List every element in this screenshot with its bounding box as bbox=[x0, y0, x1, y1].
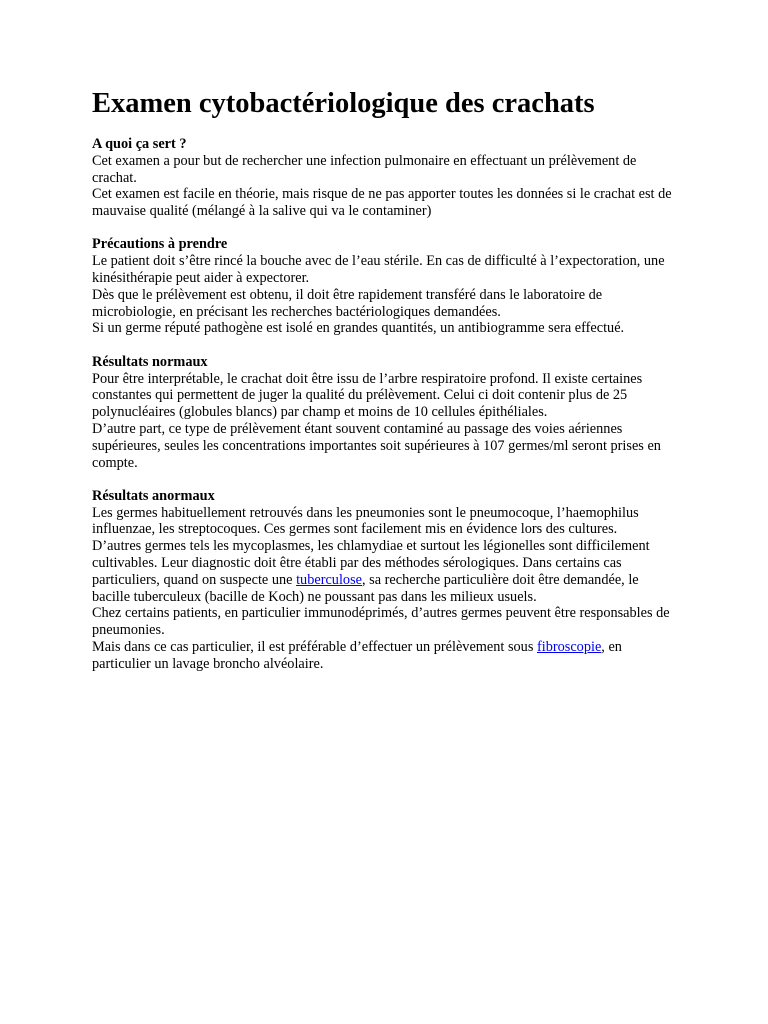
paragraph: Si un germe réputé pathogène est isolé en grandes quantités, un antibiogramme sera effectué. bbox=[92, 320, 625, 337]
paragraph: D’autre part, ce type de prélèvement étant souvent contaminé au passage des voies aériennes supérieures, seules les concentrations importantes soit supérieures à 107 germes/ml seront prises en compte. bbox=[92, 420, 661, 471]
section-heading: Précautions à prendre bbox=[92, 236, 228, 253]
section-heading: Résultats anormaux bbox=[92, 487, 215, 504]
paragraph bbox=[92, 639, 676, 673]
paragraph-text: D’autres germes tels les mycoplasmes, les chlamydiae et surtout les légionelles sont difficilement cultivables. Leur diagnostic doit être établi par des méthodes sérologiques. Dans certains cas particuliers, quand on suspecte une bbox=[92, 538, 650, 588]
section-normal-results bbox=[92, 354, 676, 472]
paragraph: Cet examen est facile en théorie, mais risque de ne pas apporter toutes les données si le crachat est de mauvaise qualité (mélangé à la salive qui va le contaminer) bbox=[92, 186, 672, 220]
section-abnormal-results bbox=[92, 488, 676, 673]
document-title: Examen cytobactériologique des crachats bbox=[92, 88, 595, 119]
paragraph: Cet examen a pour but de rechercher une infection pulmonaire en effectuant un prélèvement de crachat. bbox=[92, 152, 637, 186]
paragraph-text: Mais dans ce cas particulier, il est préférable d’effectuer un prélèvement sous bbox=[92, 639, 537, 656]
paragraph bbox=[92, 538, 676, 605]
tuberculose-link[interactable]: tuberculose bbox=[296, 571, 362, 588]
paragraph: Dès que le prélèvement est obtenu, il doit être rapidement transféré dans le laboratoire de microbiologie, en précisant les recherches bactériologiques demandées. bbox=[92, 286, 603, 320]
paragraph: Les germes habituellement retrouvés dans les pneumonies sont le pneumocoque, l’haemophilus influenzae, les streptocoques. Ces germes sont facilement mis en évidence lors des cultures. bbox=[92, 504, 639, 538]
paragraph-text: , sa recherche particulière doit être demandée, le bacille tuberculeux (bacille de Koch) ne poussant pas dans les milieux usuels. bbox=[92, 571, 639, 605]
paragraph: Le patient doit s’être rincé la bouche avec de l’eau stérile. En cas de difficulté à l’expectoration, une kinésithérapie peut aider à expectorer. bbox=[92, 253, 665, 287]
fibroscopie-link[interactable]: fibroscopie bbox=[536, 639, 602, 656]
paragraph-text: , en particulier un lavage broncho alvéolaire. bbox=[92, 639, 622, 672]
section-heading: A quoi ça sert ? bbox=[92, 136, 187, 152]
paragraph: Pour être interprétable, le crachat doit être issu de l’arbre respiratoire profond. Il existe certaines constantes qui permettent de juger la qualité du prélèvement. Celui ci doit contenir plus de 25 polynucléaires (globules blancs) par champ et moins de 10 cellules épithéliales. bbox=[92, 370, 643, 421]
section-usage bbox=[92, 136, 676, 220]
section-precautions bbox=[92, 236, 676, 337]
section-heading: Résultats normaux bbox=[92, 353, 208, 370]
paragraph: Chez certains patients, en particulier immunodéprimés, d’autres germes peuvent être responsables de pneumonies. bbox=[92, 605, 670, 639]
